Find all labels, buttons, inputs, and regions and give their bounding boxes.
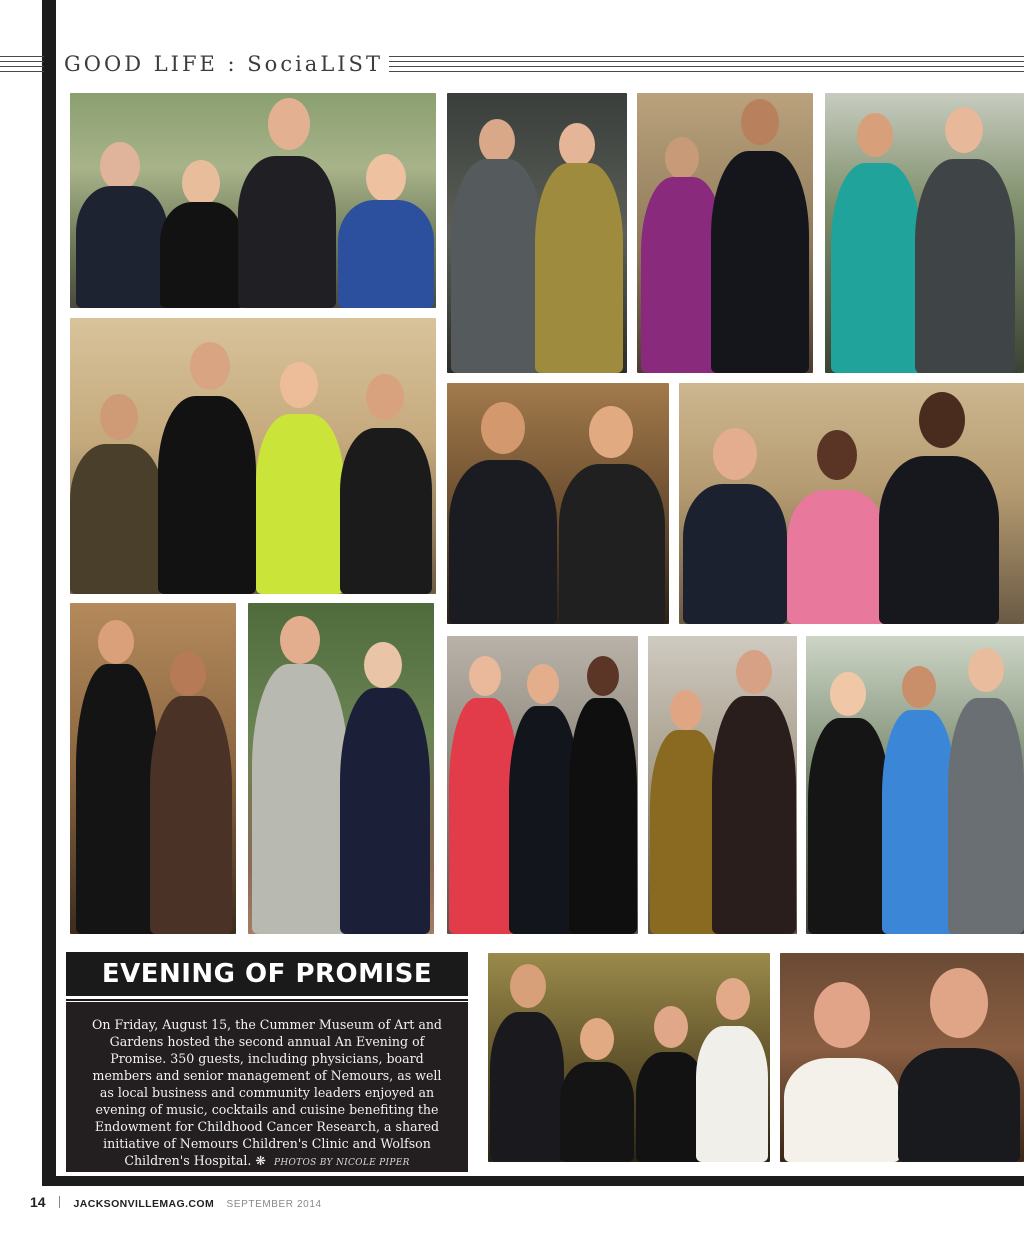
- guest-figure: [70, 384, 164, 594]
- left-border-bar: [42, 0, 56, 1186]
- bottom-border-bar: [42, 1176, 1024, 1186]
- story-title: EVENING OF PROMISE: [66, 952, 468, 996]
- story-description: [66, 1002, 468, 1172]
- guest-figure: [150, 644, 232, 934]
- header-rule: [372, 61, 1024, 62]
- guest-figure: [490, 958, 564, 1162]
- guest-figure: [569, 648, 637, 934]
- guest-figure: [76, 118, 168, 308]
- event-photo: [70, 93, 436, 308]
- page-number: 14: [30, 1194, 46, 1210]
- event-photo: [648, 636, 797, 934]
- guest-figure: [76, 612, 158, 934]
- event-photo: [825, 93, 1024, 373]
- header-rule: [372, 71, 1024, 72]
- event-photo: [447, 383, 669, 624]
- event-photo: [679, 383, 1024, 624]
- guest-figure: [696, 972, 768, 1162]
- guest-figure: [256, 354, 344, 594]
- guest-figure: [879, 388, 999, 624]
- story-title-underline: [66, 999, 468, 1001]
- section-header: GOOD LIFE : SociaLIST: [64, 50, 389, 78]
- footer-separator: [59, 1196, 60, 1208]
- header-rule: [372, 66, 1024, 67]
- guest-figure: [340, 634, 430, 934]
- guest-figure: [238, 94, 336, 308]
- event-photo: [70, 318, 436, 594]
- guest-figure: [882, 658, 956, 934]
- header-rule: [0, 66, 44, 67]
- event-photo: [248, 603, 434, 934]
- guest-figure: [831, 105, 921, 373]
- guest-figure: [559, 398, 665, 624]
- guest-figure: [784, 966, 900, 1162]
- guest-figure: [808, 664, 890, 934]
- guest-figure: [898, 960, 1020, 1162]
- header-rule: [0, 56, 44, 57]
- photo-credit: PHOTOS BY NICOLE PIPER: [274, 1158, 410, 1168]
- event-photo: [488, 953, 770, 1162]
- guest-figure: [252, 610, 348, 934]
- guest-figure: [711, 95, 809, 373]
- header-rule: [0, 61, 44, 62]
- guest-figure: [451, 109, 543, 373]
- guest-figure: [340, 368, 432, 594]
- guest-figure: [160, 126, 244, 308]
- guest-figure: [948, 642, 1024, 934]
- guest-figure: [560, 1012, 634, 1162]
- guest-figure: [712, 644, 796, 934]
- guest-figure: [683, 424, 787, 624]
- guest-figure: [449, 394, 557, 624]
- guest-figure: [787, 426, 887, 624]
- event-photo: [780, 953, 1024, 1162]
- event-photo: [70, 603, 236, 934]
- story-body: On Friday, August 15, the Cummer Museum of Art and Gardens hosted the second annual An Evening of Promise. 350 guests, including physicians, board members and senior management of Nemours, as well as local business and community leaders enjoyed an evening of music, cocktails and cuisine benefiting the Endowment for Childhood Cancer Research, a shared initiative of Nemours Children's Clinic and Wolfson Children's Hospital.: [92, 1017, 442, 1168]
- event-photo: [447, 636, 638, 934]
- guest-figure: [158, 332, 256, 594]
- issue-date: SEPTEMBER 2014: [226, 1199, 322, 1210]
- end-mark-icon: ❋: [255, 1153, 266, 1168]
- event-photo: [806, 636, 1024, 934]
- site-url[interactable]: JACKSONVILLEMAG.COM: [73, 1198, 215, 1210]
- guest-figure: [915, 101, 1015, 373]
- header-rule: [372, 56, 1024, 57]
- page-footer: [30, 1194, 322, 1214]
- guest-figure: [535, 111, 623, 373]
- event-photo: [447, 93, 627, 373]
- header-rule: [0, 71, 44, 72]
- event-photo: [637, 93, 813, 373]
- guest-figure: [338, 122, 434, 308]
